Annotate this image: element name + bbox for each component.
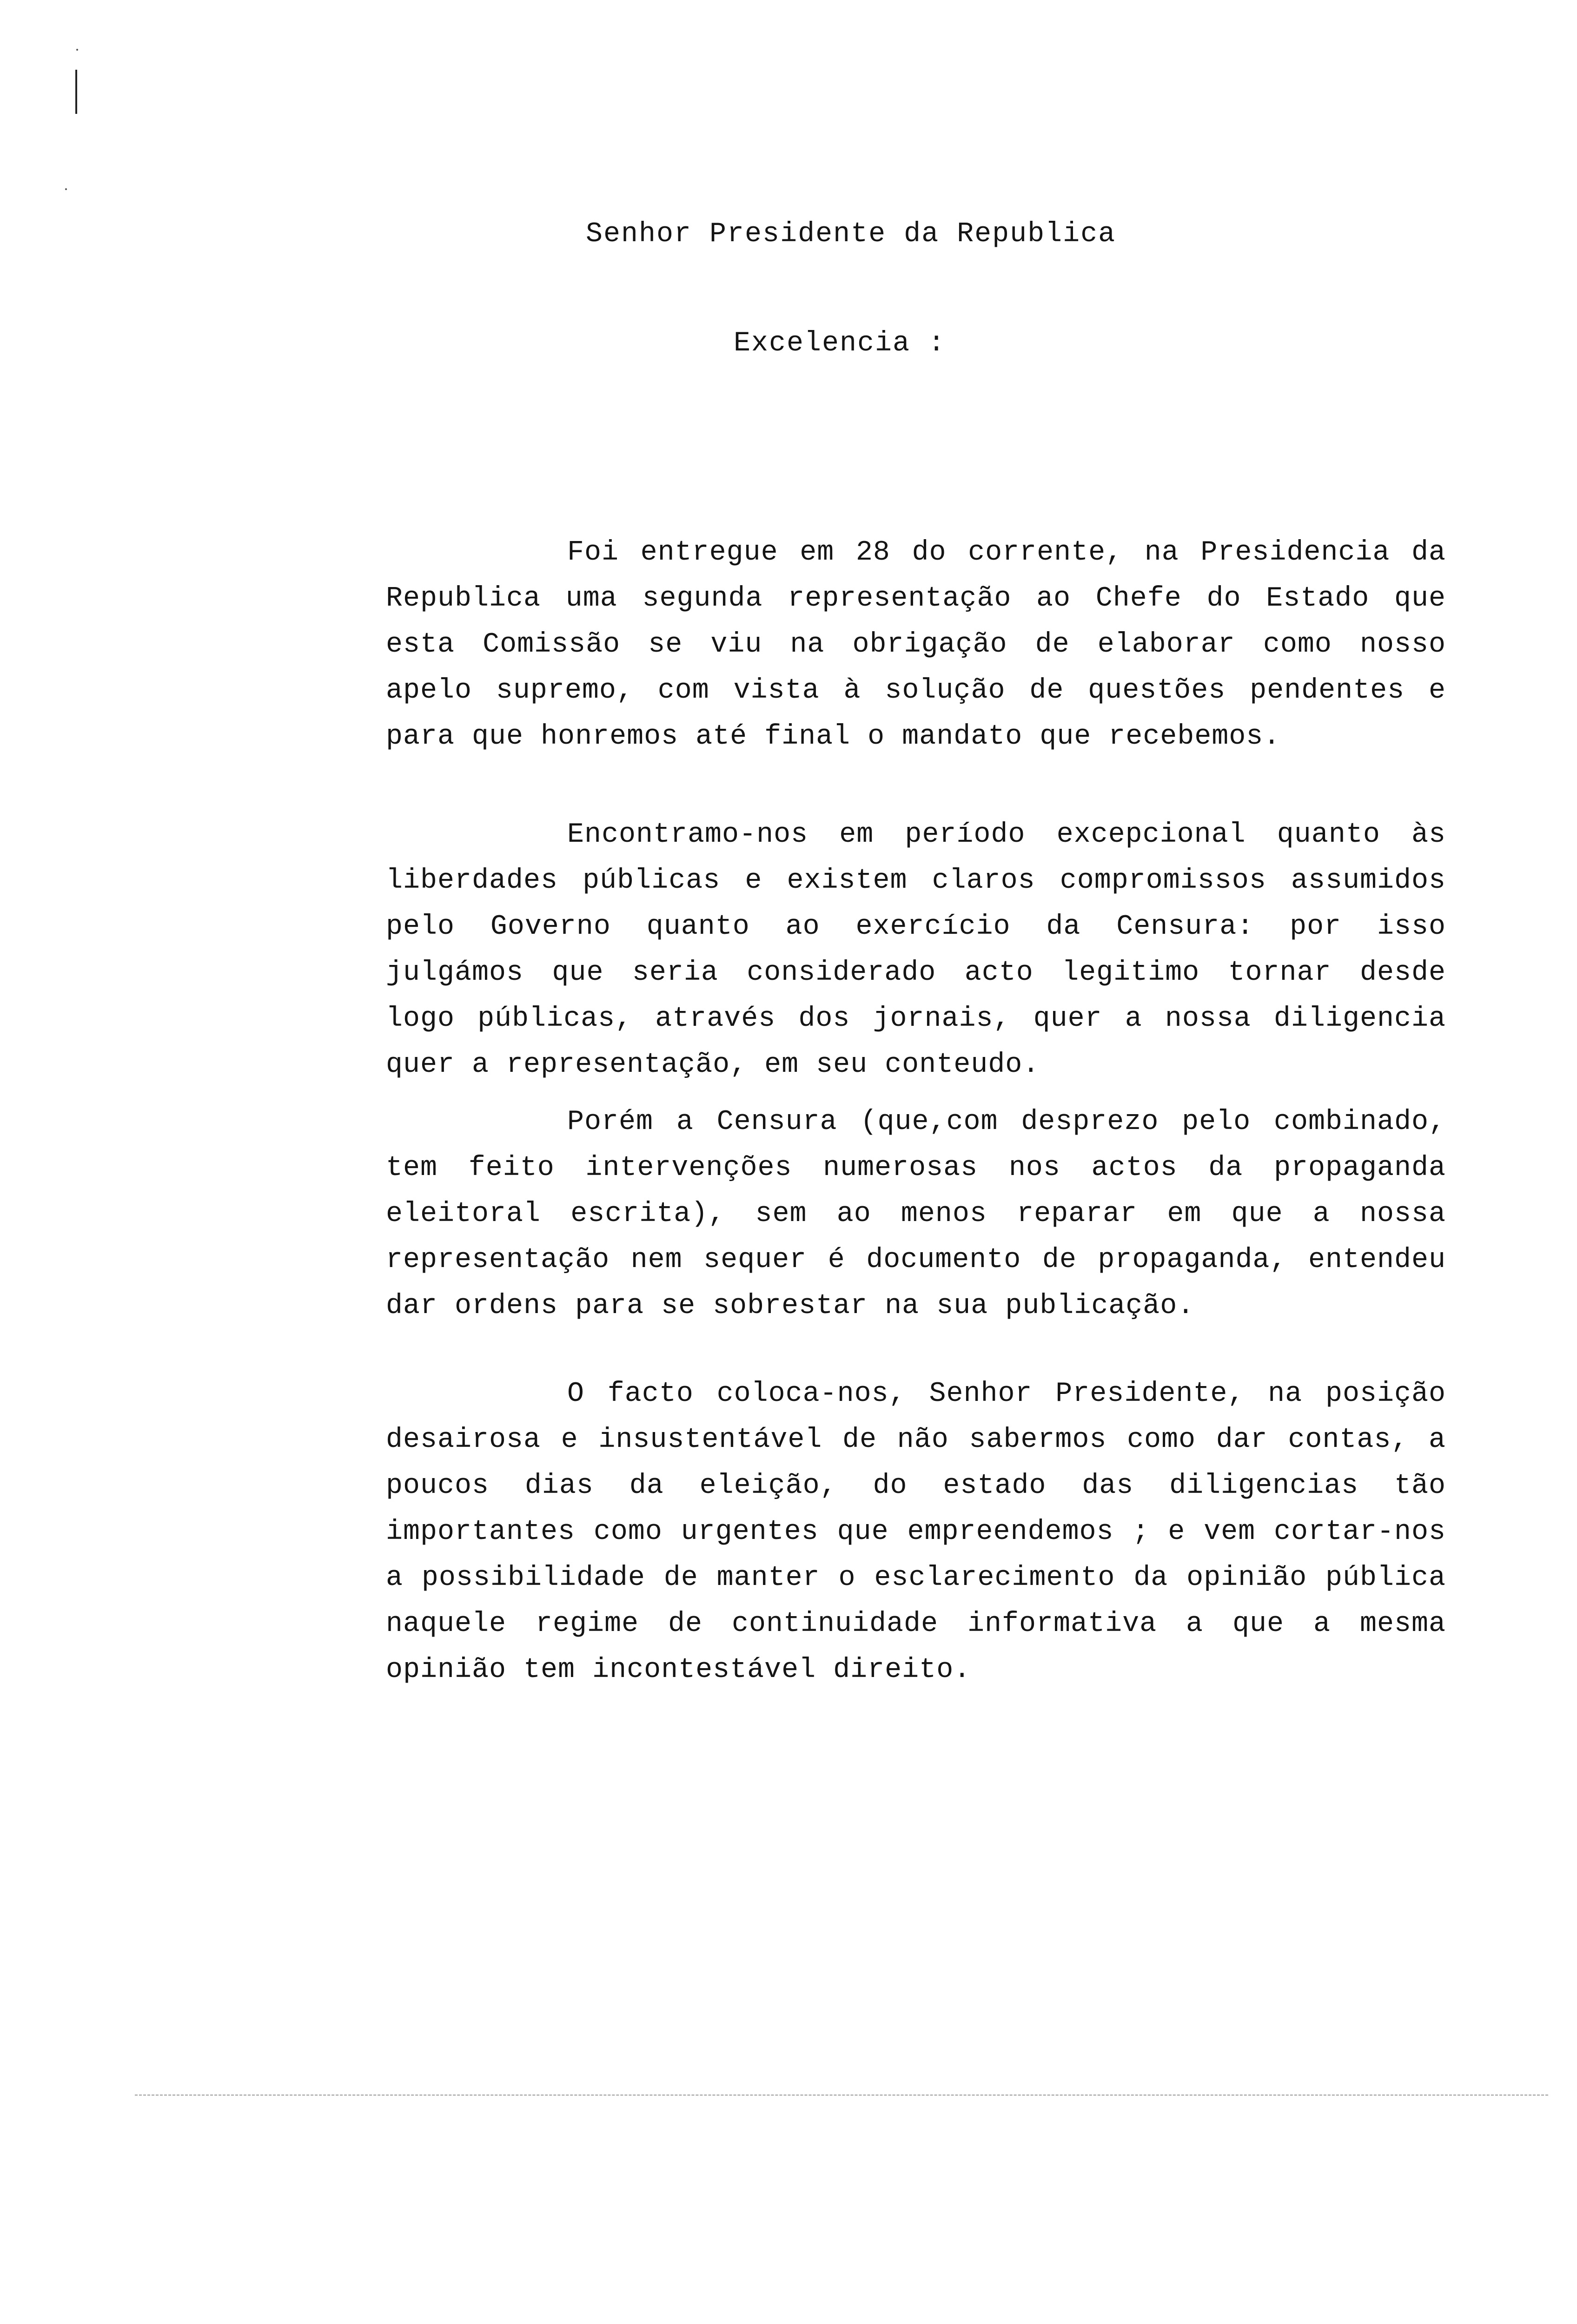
letter-salutation: Excelencia : [734,328,946,359]
paragraph-1: Foi entregue em 28 do corrente, na Presidencia da Republica uma segunda representação ao Chefe do Estado que esta Comissão se viu na obrigação de elaborar como nosso apelo supremo, com vista à solução de questões pendentes e para que honremos até final o mandato que recebemos. [386,537,1446,753]
page-divider [135,2094,1548,2096]
margin-dot [65,188,67,190]
paragraph-3: Porém a Censura (que,com desprezo pelo combinado, tem feito intervenções numerosas nos actos da propaganda eleitoral escrita), sem ao menos reparar em que a nossa representação nem sequer é documento de propaganda, entendeu dar ordens para se sobrestar na sua publicação. [386,1106,1446,1322]
letter-title: Senhor Presidente da Republica [586,218,1116,250]
paragraph-2: Encontramo-nos em período excepcional quanto às liberdades públicas e existem claros compromissos assumidos pelo Governo quanto ao exercício da Censura: por isso julgámos que seria considerado acto legitimo tornar desde logo públicas, através dos jornais, quer a nossa diligencia quer a representação, em seu conteudo. [386,819,1446,1081]
margin-mark [75,70,77,114]
letter-body [386,530,1446,1693]
paragraph-4: O facto coloca-nos, Senhor Presidente, na posição desairosa e insustentável de não sabermos como dar contas, a poucos dias da eleição, do estado das diligencias tão importantes como urgentes que empreendemos ; e vem cortar-nos a possibilidade de manter o esclarecimento da opinião pública naquele regime de continuidade informativa a que a mesma opinião tem incontestável direito. [386,1378,1446,1686]
margin-dot [76,49,78,51]
